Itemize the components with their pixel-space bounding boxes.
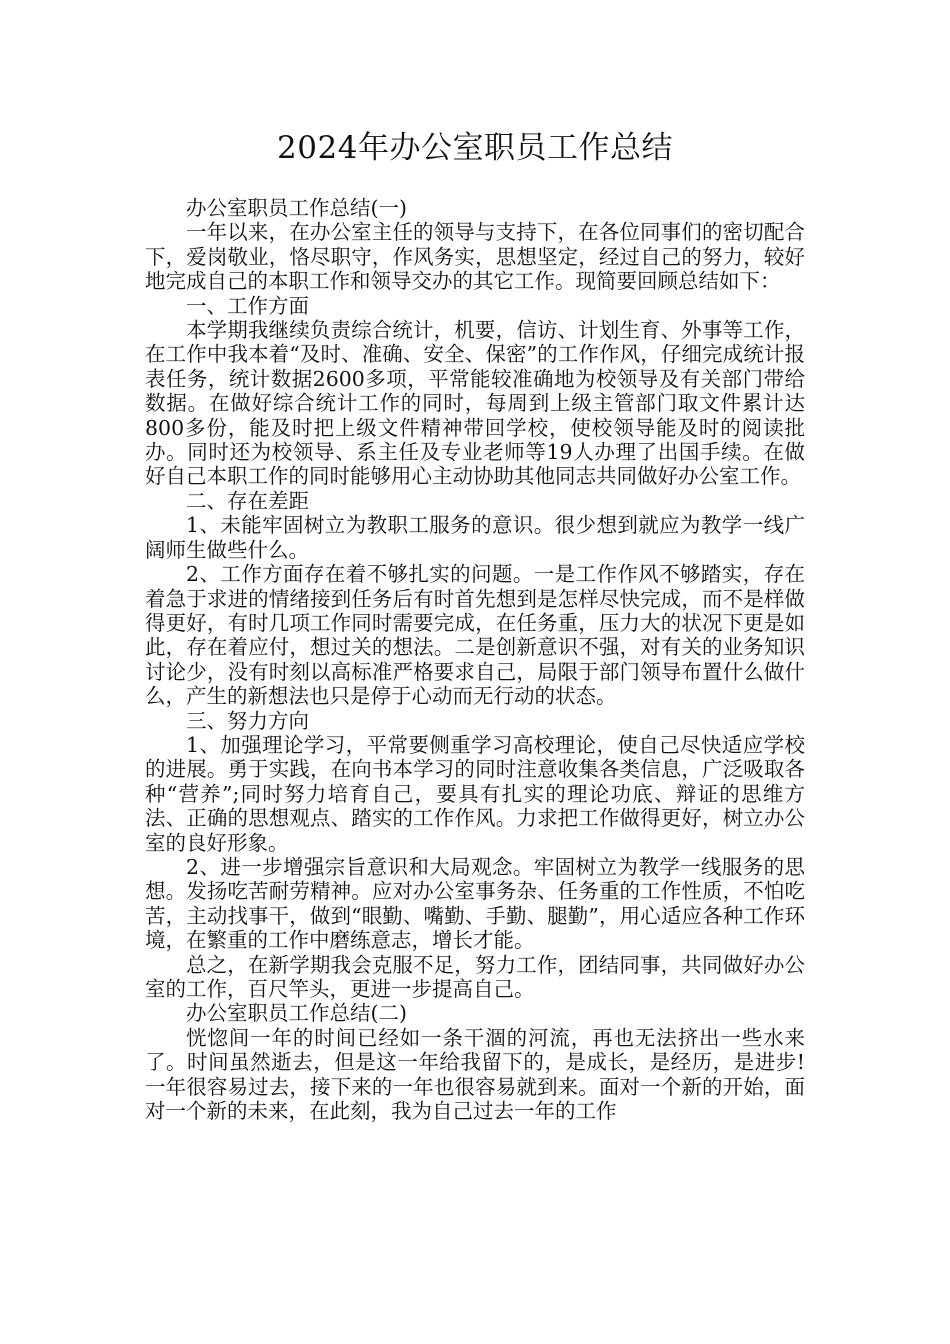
work-aspects-paragraph: 本学期我继续负责综合统计，机要，信访、计划生育、外事等工作，在工作中我本着“及时、准确、安全、保密”的工作作风，仔细完成统计报表任务，统计数据2600多项，平常能较准确地为校领导及有关部门带给数据。在做好综合统计工作的同时，每周到上级主管部门取文件累计达800多份，能及时把上级文件精神带回学校，使校领导能及时的阅读批办。同时还为校领导、系主任及专业老师等19人办理了出国手续。在做好自己本职工作的同时能够用心主动协助其他同志共同做好办公室工作。 xyxy=(145,318,805,489)
summary-2-paragraph: 恍惚间一年的时间已经如一条干涸的河流，再也无法挤出一些水来了。时间虽然逝去，但是这一年给我留下的，是成长，是经历，是进步!一年很容易过去，接下来的一年也很容易就到来。面对一个新的开始，面对一个新的未来，在此刻，我为自己过去一年的工作 xyxy=(145,1025,805,1124)
section-heading-summary-2: 办公室职员工作总结(二) xyxy=(186,1001,407,1026)
gap-item-2: 2、工作方面存在着不够扎实的问题。一是工作作风不够踏实，存在着急于求进的情绪接到任务后有时首先想到是怎样尽快完成，而不是样做得更好，有时几项工作同时需要完成，在任务重，压力大的状况下更是如此，存在着应付，想过关的想法。二是创新意识不强，对有关的业务知识讨论少，没有时刻以高标准严格要求自己，局限于部门领导布置什么做什么，产生的新想法也只是停于心动而无行动的状态。 xyxy=(145,562,805,709)
heading-directions: 三、努力方向 xyxy=(186,708,309,733)
intro-paragraph: 一年以来，在办公室主任的领导与支持下，在各位同事们的密切配合下，爱岗敬业，恪尽职守，作风务实，思想坚定，经过自己的努力，较好地完成自己的本职工作和领导交办的其它工作。现简要回顾总结如下： xyxy=(145,220,805,294)
gap-item-1: 1、未能牢固树立为教职工服务的意识。很少想到就应为教学一线广阔师生做些什么。 xyxy=(145,513,805,562)
heading-work-aspects: 一、工作方面 xyxy=(186,293,309,318)
conclusion-paragraph: 总之，在新学期我会克服不足，努力工作，团结同事，共同做好办公室的工作，百尺竿头，更进一步提高自己。 xyxy=(145,952,805,1001)
document-title: 2024年办公室职员工作总结 xyxy=(277,130,673,166)
direction-item-1: 1、加强理论学习，平常要侧重学习高校理论，使自己尽快适应学校的进展。勇于实践，在向书本学习的同时注意收集各类信息，广泛吸取各种“营养”;同时努力培育自己，要具有扎实的理论功底、辩证的思维方法、正确的思想观点、踏实的工作作风。力求把工作做得更好，树立办公室的良好形象。 xyxy=(145,732,805,855)
section-heading-summary-1: 办公室职员工作总结(一) xyxy=(186,196,407,220)
heading-gaps: 二、存在差距 xyxy=(186,488,309,513)
document-body xyxy=(145,196,805,1123)
direction-item-2: 2、进一步增强宗旨意识和大局观念。牢固树立为教学一线服务的思想。发扬吃苦耐劳精神。应对办公室事务杂、任务重的工作性质，不怕吃苦，主动找事干，做到“眼勤、嘴勤、手勤、腿勤”，用心适应各种工作环境，在繁重的工作中磨练意志，增长才能。 xyxy=(145,854,805,953)
